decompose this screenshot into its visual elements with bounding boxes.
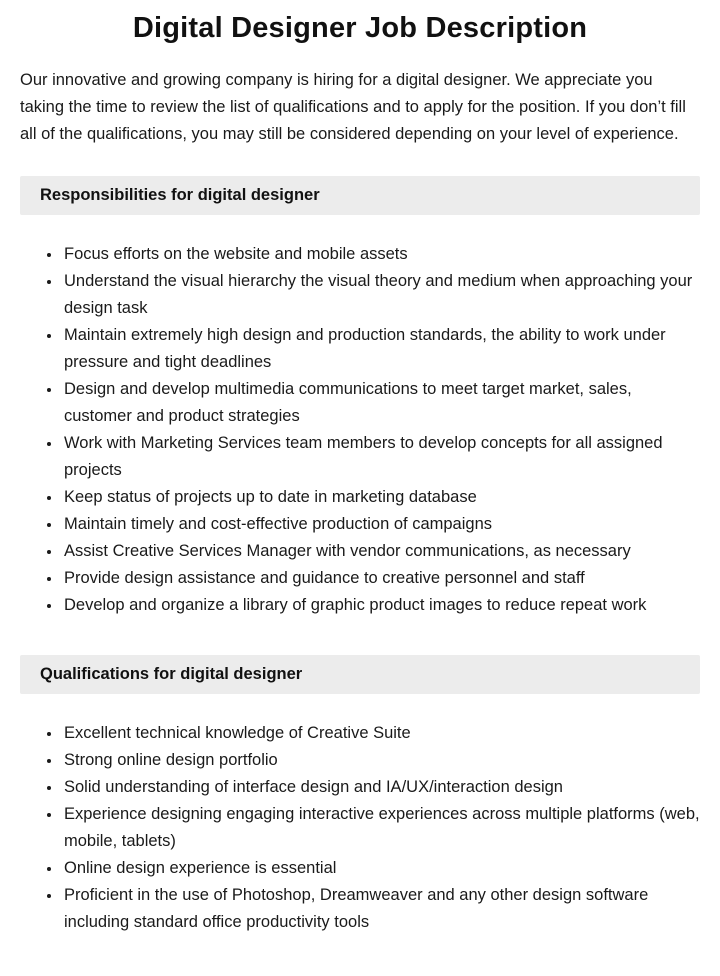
intro-paragraph: Our innovative and growing company is hiring for a digital designer. We appreciate you taking the time to review the list of qualifications and to apply for the position. If you don’t fill all of the qualifications, you may still be considered depending on your level of experience. (20, 71, 686, 143)
list-item: • Work with Marketing Services team members to develop concepts for all assigned projects (62, 430, 700, 484)
responsibilities-section-heading (20, 176, 700, 215)
list-item: • Maintain timely and cost-effective production of campaigns (62, 511, 700, 538)
responsibilities-section (20, 176, 700, 619)
list-item: • Develop and organize a library of graphic product images to reduce repeat work (62, 592, 700, 619)
list-item: • Maintain extremely high design and production standards, the ability to work under pressure and tight deadlines (62, 322, 700, 376)
list-item: • Assist Creative Services Manager with vendor communications, as necessary (62, 538, 700, 565)
list-item: • Focus efforts on the website and mobile assets (62, 241, 700, 268)
section-heading-text: Responsibilities for digital designer (40, 186, 320, 204)
responsibilities-list (20, 241, 700, 619)
qualifications-section-heading (20, 655, 700, 694)
list-item: • Excellent technical knowledge of Creative Suite (62, 720, 700, 747)
list-item: • Proficient in the use of Photoshop, Dreamweaver and any other design software including standard office productivity tools (62, 882, 700, 936)
list-item: • Provide design assistance and guidance to creative personnel and staff (62, 565, 700, 592)
list-item: • Online design experience is essential (62, 855, 700, 882)
list-item: • Understand the visual hierarchy the visual theory and medium when approaching your design task (62, 268, 700, 322)
page-title: Digital Designer Job Description (132, 12, 588, 44)
qualifications-list (20, 720, 700, 936)
list-item: • Keep status of projects up to date in marketing database (62, 484, 700, 511)
list-item: • Design and develop multimedia communications to meet target market, sales, customer and product strategies (62, 376, 700, 430)
list-item: • Solid understanding of interface design and IA/UX/interaction design (62, 774, 700, 801)
section-heading-text: Qualifications for digital designer (40, 665, 303, 683)
list-item: • Strong online design portfolio (62, 747, 700, 774)
list-item: • Experience designing engaging interactive experiences across multiple platforms (web, mobile, tablets) (62, 801, 700, 855)
qualifications-section (20, 655, 700, 936)
